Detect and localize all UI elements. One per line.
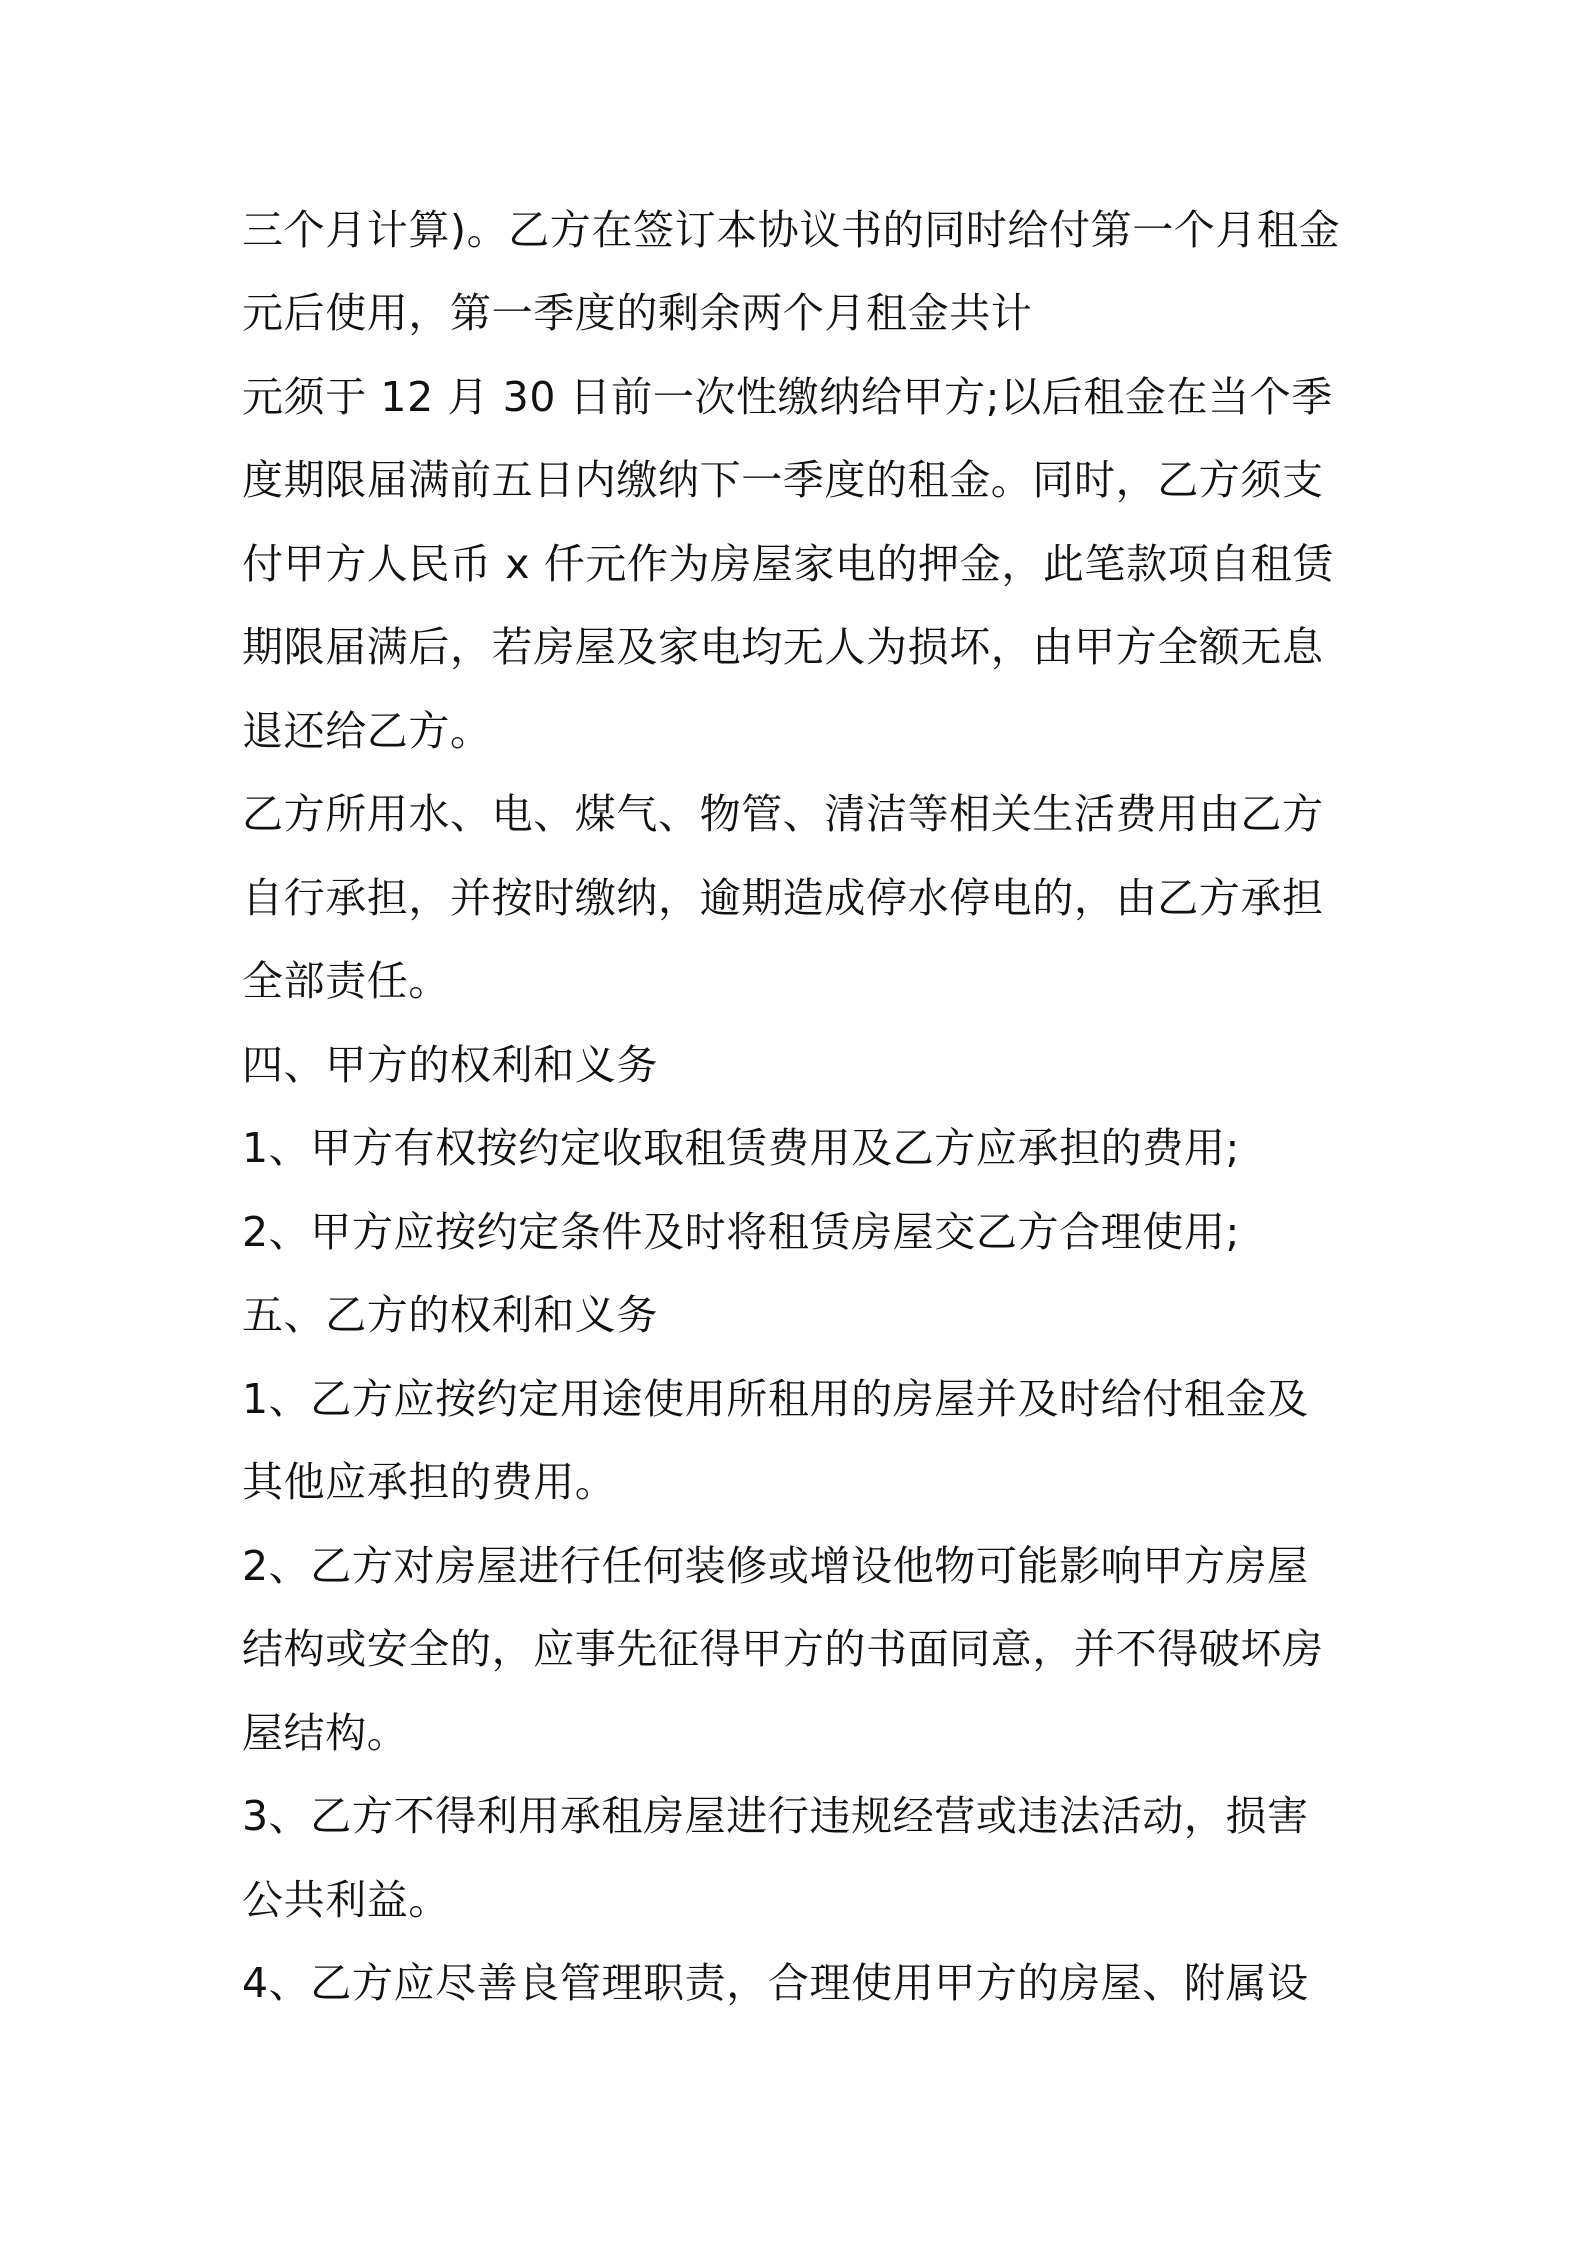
text-line: 退还给乙方。	[242, 707, 492, 755]
text-line: 自行承担，并按时缴纳，逾期造成停水停电的，由乙方承担	[242, 874, 1324, 922]
text-line: 屋结构。	[242, 1709, 409, 1757]
list-item: 1、乙方应按约定用途使用所租用的房屋并及时给付租金及	[242, 1375, 1309, 1423]
list-item: 4、乙方应尽善良管理职责，合理使用甲方的房屋、附属设	[242, 1959, 1309, 2007]
list-item: 3、乙方不得利用承租房屋进行违规经营或违法活动，损害	[242, 1792, 1309, 1840]
text-line: 元后使用，第一季度的剩余两个月租金共计	[242, 289, 1033, 337]
section-heading: 五、乙方的权利和义务	[242, 1291, 658, 1339]
text-line: 元须于 12 月 30 日前一次性缴纳给甲方;以后租金在当个季	[242, 373, 1333, 421]
text-line: 其他应承担的费用。	[242, 1458, 617, 1506]
text-line: 全部责任。	[242, 957, 450, 1005]
text-line: 期限届满后，若房屋及家电均无人为损坏，由甲方全额无息	[242, 623, 1324, 671]
text-line: 付甲方人民币 x 仟元作为房屋家电的押金，此笔款项自租赁	[242, 540, 1335, 588]
section-heading: 四、甲方的权利和义务	[242, 1041, 658, 1089]
list-item: 2、乙方对房屋进行任何装修或增设他物可能影响甲方房屋	[242, 1542, 1309, 1590]
text-line: 度期限届满前五日内缴纳下一季度的租金。同时，乙方须支	[242, 456, 1324, 504]
text-line: 结构或安全的，应事先征得甲方的书面同意，并不得破坏房	[242, 1625, 1324, 1673]
list-item: 2、甲方应按约定条件及时将租赁房屋交乙方合理使用;	[242, 1208, 1240, 1256]
text-line: 公共利益。	[242, 1876, 450, 1924]
text-line: 三个月计算)。乙方在签订本协议书的同时给付第一个月租金	[242, 206, 1341, 254]
text-line: 乙方所用水、电、煤气、物管、清洁等相关生活费用由乙方	[242, 790, 1324, 838]
list-item: 1、甲方有权按约定收取租赁费用及乙方应承担的费用;	[242, 1124, 1240, 1172]
